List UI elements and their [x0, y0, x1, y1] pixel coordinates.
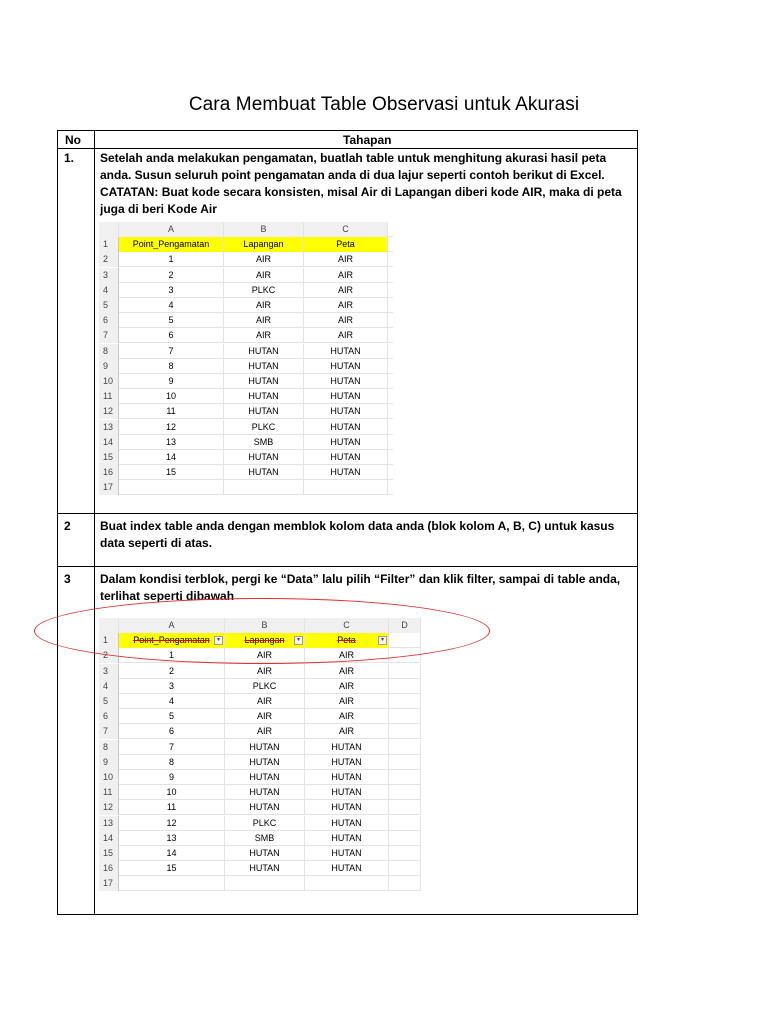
sheet-row	[99, 374, 393, 389]
data-cell[interactable]: 12	[119, 816, 225, 831]
step-number: 2	[64, 519, 71, 533]
sheet-row	[99, 694, 421, 709]
data-cell[interactable]: 3	[119, 679, 225, 694]
data-cell[interactable]: 9	[119, 770, 225, 785]
header-cell[interactable]	[304, 237, 388, 252]
data-cell[interactable]: AIR	[304, 328, 388, 343]
data-cell[interactable]: HUTAN	[224, 450, 304, 465]
filter-dropdown-icon[interactable]: ▾	[294, 636, 303, 645]
data-cell[interactable]: HUTAN	[305, 770, 389, 785]
header-cell-label: Lapangan	[243, 239, 284, 250]
empty-cell[interactable]	[389, 740, 421, 755]
data-cell[interactable]: 4	[119, 694, 225, 709]
data-cell[interactable]: HUTAN	[304, 344, 388, 359]
sheet-row	[99, 679, 421, 694]
empty-cell[interactable]	[389, 694, 421, 709]
column-header-c[interactable]: C	[305, 618, 389, 633]
step-line: Buat index table anda dengan memblok kolom data anda (blok kolom A, B, C) untuk kasus	[100, 519, 615, 533]
row-number[interactable]: 4	[99, 283, 119, 298]
data-cell[interactable]: HUTAN	[305, 816, 389, 831]
header-no: No	[65, 133, 81, 147]
data-cell[interactable]: AIR	[305, 648, 389, 663]
data-cell[interactable]: AIR	[304, 252, 388, 267]
sheet-row	[99, 313, 393, 328]
data-cell[interactable]: 13	[119, 435, 224, 450]
row-number[interactable]: 3	[99, 268, 119, 283]
column-header-a[interactable]: A	[119, 222, 224, 237]
row-number[interactable]: 3	[99, 664, 119, 679]
data-cell[interactable]: HUTAN	[304, 359, 388, 374]
data-cell[interactable]: 5	[119, 709, 225, 724]
data-cell[interactable]: AIR	[225, 664, 305, 679]
column-header-row	[99, 222, 393, 237]
sheet-row	[99, 740, 421, 755]
sheet-row	[99, 480, 393, 495]
step-text	[100, 518, 630, 552]
header-cell-label: Peta	[337, 635, 356, 646]
sheet-row	[99, 709, 421, 724]
row-number[interactable]: 7	[99, 328, 119, 343]
data-cell[interactable]: HUTAN	[224, 404, 304, 419]
data-cell[interactable]: HUTAN	[305, 861, 389, 876]
data-cell[interactable]: 1	[119, 648, 225, 663]
row-number[interactable]: 15	[99, 450, 119, 465]
header-cell-label: Point_Pengamatan	[132, 239, 210, 250]
data-cell[interactable]: 9	[119, 374, 224, 389]
data-cell[interactable]: AIR	[225, 724, 305, 739]
data-cell[interactable]: HUTAN	[224, 465, 304, 480]
data-cell[interactable]: HUTAN	[225, 861, 305, 876]
empty-cell[interactable]	[389, 785, 421, 800]
data-cell[interactable]: HUTAN	[224, 374, 304, 389]
sheet-row	[99, 283, 393, 298]
data-cell[interactable]: 3	[119, 283, 224, 298]
row-number[interactable]: 2	[99, 252, 119, 267]
empty-cell[interactable]	[119, 480, 224, 495]
empty-cell[interactable]	[389, 724, 421, 739]
row-number[interactable]: 11	[99, 785, 119, 800]
row-number[interactable]: 1	[99, 237, 119, 252]
data-cell[interactable]: HUTAN	[304, 374, 388, 389]
empty-cell[interactable]	[389, 800, 421, 815]
data-cell[interactable]: 2	[119, 664, 225, 679]
data-cell[interactable]: HUTAN	[224, 389, 304, 404]
empty-cell[interactable]	[389, 846, 421, 861]
data-cell[interactable]: HUTAN	[305, 740, 389, 755]
data-cell[interactable]: SMB	[224, 435, 304, 450]
data-cell[interactable]: PLKC	[224, 420, 304, 435]
data-cell[interactable]: AIR	[224, 313, 304, 328]
empty-cell[interactable]	[389, 664, 421, 679]
data-cell[interactable]: 6	[119, 724, 225, 739]
data-cell[interactable]: HUTAN	[305, 755, 389, 770]
empty-cell[interactable]	[305, 876, 389, 891]
sheet-row	[99, 724, 421, 739]
data-cell[interactable]: 4	[119, 298, 224, 313]
data-cell[interactable]: AIR	[305, 664, 389, 679]
row-number[interactable]: 16	[99, 861, 119, 876]
header-cell-label: Peta	[336, 239, 355, 250]
row-number[interactable]: 11	[99, 389, 119, 404]
sheet-row	[99, 831, 421, 846]
data-cell[interactable]: HUTAN	[224, 344, 304, 359]
step-line: Dalam kondisi terblok, pergi ke “Data” lalu pilih “Filter” dan klik filter, sampai di table anda,	[100, 572, 621, 586]
row-number[interactable]: 8	[99, 740, 119, 755]
data-cell[interactable]: PLKC	[225, 679, 305, 694]
header-cell[interactable]	[119, 237, 224, 252]
data-cell[interactable]: 10	[119, 389, 224, 404]
row-number[interactable]: 6	[99, 313, 119, 328]
data-cell[interactable]: 15	[119, 465, 224, 480]
data-cell[interactable]: 11	[119, 800, 225, 815]
sheet-row	[99, 252, 393, 267]
sheet-row	[99, 846, 421, 861]
data-cell[interactable]: AIR	[304, 298, 388, 313]
sheet-row	[99, 465, 393, 480]
sheet-row	[99, 344, 393, 359]
data-cell[interactable]: 14	[119, 846, 225, 861]
data-cell[interactable]: 7	[119, 344, 224, 359]
data-cell[interactable]: 5	[119, 313, 224, 328]
sheet-row	[99, 876, 421, 891]
row-divider	[58, 566, 637, 567]
row-number[interactable]: 5	[99, 298, 119, 313]
header-divider	[58, 148, 637, 149]
row-number[interactable]: 12	[99, 800, 119, 815]
data-cell[interactable]: HUTAN	[305, 785, 389, 800]
step-line: anda. Susun seluruh point pengamatan anda di dua lajur seperti contoh berikut di Excel.	[100, 168, 605, 182]
data-cell[interactable]: HUTAN	[305, 831, 389, 846]
data-cell[interactable]: AIR	[225, 709, 305, 724]
header-cell[interactable]	[224, 237, 304, 252]
data-cell[interactable]: AIR	[225, 648, 305, 663]
data-cell[interactable]: AIR	[224, 252, 304, 267]
step-number: 1.	[64, 151, 75, 165]
data-cell[interactable]: 7	[119, 740, 225, 755]
row-number[interactable]: 9	[99, 755, 119, 770]
row-number[interactable]: 15	[99, 846, 119, 861]
data-cell[interactable]: AIR	[305, 709, 389, 724]
row-number[interactable]: 14	[99, 831, 119, 846]
highlight-ellipse	[34, 598, 490, 664]
sheet-row	[99, 435, 393, 450]
column-divider	[94, 131, 95, 914]
filter-dropdown-icon[interactable]: ▾	[378, 636, 387, 645]
data-cell[interactable]: HUTAN	[225, 800, 305, 815]
data-cell[interactable]: AIR	[224, 298, 304, 313]
row-number[interactable]: 13	[99, 420, 119, 435]
row-number[interactable]: 14	[99, 435, 119, 450]
empty-cell[interactable]	[389, 679, 421, 694]
column-header-c[interactable]: C	[304, 222, 388, 237]
data-cell[interactable]: HUTAN	[225, 785, 305, 800]
data-cell[interactable]: HUTAN	[225, 770, 305, 785]
data-cell[interactable]: SMB	[225, 831, 305, 846]
sheet-row	[99, 237, 393, 252]
sheet-row	[99, 450, 393, 465]
data-cell[interactable]: AIR	[304, 268, 388, 283]
data-cell[interactable]: HUTAN	[304, 389, 388, 404]
data-cell[interactable]: HUTAN	[304, 465, 388, 480]
column-header-b[interactable]: B	[224, 222, 304, 237]
data-cell[interactable]: HUTAN	[304, 435, 388, 450]
header-cell-label: Point_Pengamatan	[133, 635, 210, 646]
empty-cell[interactable]	[389, 770, 421, 785]
data-cell[interactable]: HUTAN	[305, 846, 389, 861]
row-number[interactable]: 13	[99, 816, 119, 831]
data-cell[interactable]: AIR	[305, 679, 389, 694]
row-number[interactable]: 16	[99, 465, 119, 480]
row-number[interactable]: 9	[99, 359, 119, 374]
page-title: Cara Membuat Table Observasi untuk Akurasi	[188, 94, 580, 115]
step-line: data seperti di atas.	[100, 536, 213, 550]
data-cell[interactable]: 1	[119, 252, 224, 267]
data-cell[interactable]: 8	[119, 359, 224, 374]
sheet-row	[99, 770, 421, 785]
row-divider	[58, 513, 637, 514]
data-cell[interactable]: 6	[119, 328, 224, 343]
data-cell[interactable]: AIR	[224, 328, 304, 343]
row-number[interactable]: 4	[99, 679, 119, 694]
row-number[interactable]: 17	[99, 876, 119, 891]
header-tahapan: Tahapan	[343, 133, 392, 147]
sheet-row	[99, 861, 421, 876]
data-cell[interactable]: PLKC	[225, 816, 305, 831]
filter-dropdown-icon[interactable]: ▾	[214, 636, 223, 645]
sheet-row	[99, 389, 393, 404]
empty-cell[interactable]	[224, 480, 304, 495]
select-all-corner[interactable]	[99, 222, 119, 237]
empty-cell[interactable]	[389, 709, 421, 724]
data-cell[interactable]: 12	[119, 420, 224, 435]
column-header-d[interactable]: D	[389, 618, 421, 633]
empty-cell[interactable]	[389, 831, 421, 846]
header-cell-label: Lapangan	[244, 635, 285, 646]
data-cell[interactable]: AIR	[224, 268, 304, 283]
data-cell[interactable]: HUTAN	[305, 800, 389, 815]
data-cell[interactable]: HUTAN	[225, 846, 305, 861]
step-line: CATATAN: Buat kode secara konsisten, misal Air di Lapangan diberi kode AIR, maka di peta	[100, 185, 622, 199]
sheet-row	[99, 268, 393, 283]
row-number[interactable]: 6	[99, 709, 119, 724]
data-cell[interactable]: HUTAN	[225, 755, 305, 770]
sheet-row	[99, 359, 393, 374]
data-cell[interactable]: HUTAN	[304, 404, 388, 419]
row-number[interactable]: 8	[99, 344, 119, 359]
row-number[interactable]: 5	[99, 694, 119, 709]
data-cell[interactable]: AIR	[305, 724, 389, 739]
data-cell[interactable]: AIR	[304, 283, 388, 298]
empty-cell[interactable]	[389, 876, 421, 891]
sheet-row	[99, 785, 421, 800]
data-cell[interactable]: 11	[119, 404, 224, 419]
data-cell[interactable]: AIR	[304, 313, 388, 328]
sheet-row	[99, 816, 421, 831]
row-number[interactable]: 10	[99, 770, 119, 785]
row-number[interactable]: 2	[99, 648, 119, 663]
sheet-row	[99, 420, 393, 435]
data-cell[interactable]: 13	[119, 831, 225, 846]
sheet-row	[99, 298, 393, 313]
data-cell[interactable]: AIR	[225, 694, 305, 709]
data-cell[interactable]: PLKC	[224, 283, 304, 298]
step-line: Setelah anda melakukan pengamatan, buatlah table untuk menghitung akurasi hasil peta	[100, 151, 607, 165]
column-header-b[interactable]: B	[225, 618, 305, 633]
step-text	[100, 150, 630, 218]
step-line: juga di beri Kode Air	[100, 202, 217, 216]
data-cell[interactable]: HUTAN	[224, 359, 304, 374]
data-cell[interactable]: HUTAN	[304, 420, 388, 435]
empty-cell[interactable]	[304, 480, 388, 495]
step-line: terlihat seperti dibawah	[100, 589, 235, 603]
data-cell[interactable]: 10	[119, 785, 225, 800]
row-number[interactable]: 1	[99, 633, 119, 648]
sheet-row	[99, 664, 421, 679]
data-cell[interactable]: 14	[119, 450, 224, 465]
sheet-row	[99, 755, 421, 770]
column-header-a[interactable]: A	[119, 618, 225, 633]
excel-sheet-1	[99, 222, 393, 497]
data-cell[interactable]: 8	[119, 755, 225, 770]
empty-cell[interactable]	[389, 755, 421, 770]
data-cell[interactable]: 15	[119, 861, 225, 876]
data-cell[interactable]: HUTAN	[225, 740, 305, 755]
data-cell[interactable]: AIR	[305, 694, 389, 709]
empty-cell[interactable]	[119, 876, 225, 891]
row-number[interactable]: 12	[99, 404, 119, 419]
row-number[interactable]: 7	[99, 724, 119, 739]
data-cell[interactable]: 2	[119, 268, 224, 283]
sheet-row	[99, 328, 393, 343]
data-cell[interactable]: HUTAN	[304, 450, 388, 465]
empty-cell[interactable]	[225, 876, 305, 891]
row-number[interactable]: 10	[99, 374, 119, 389]
sheet-row	[99, 404, 393, 419]
sheet-row	[99, 800, 421, 815]
empty-cell[interactable]	[389, 816, 421, 831]
empty-cell[interactable]	[389, 861, 421, 876]
row-number[interactable]: 17	[99, 480, 119, 495]
step-number: 3	[64, 572, 71, 586]
